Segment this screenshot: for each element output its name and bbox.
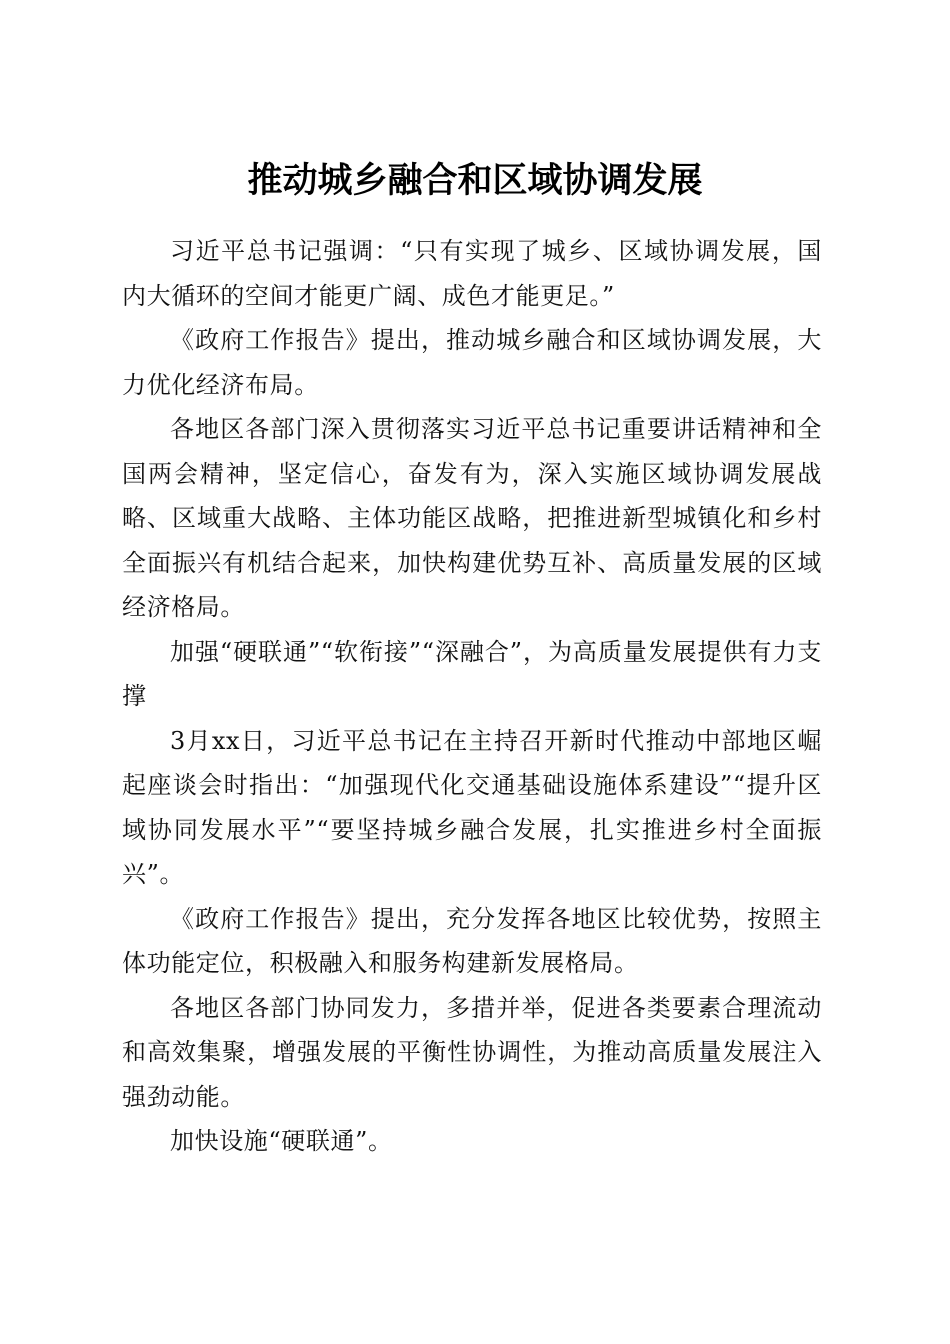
document-body	[122, 229, 822, 1164]
paragraph-3: 各地区各部门深入贯彻落实习近平总书记重要讲话精神和全国两会精神，坚定信心，奋发有为，深入实施区域协调发展战略、区域重大战略、主体功能区战略，把推进新型城镇化和乡村全面振兴有机结合起来，加快构建优势互补、高质量发展的区域经济格局。	[122, 415, 822, 621]
paragraph-5: 3月xx日，习近平总书记在主持召开新时代推动中部地区崛起座谈会时指出：“加强现代化交通基础设施体系建设”“提升区域协同发展水平”“要坚持城乡融合发展，扎实推进乡村全面振兴”。	[122, 726, 822, 888]
paragraph-7: 各地区各部门协同发力，多措并举，促进各类要素合理流动和高效集聚，增强发展的平衡性协调性，为推动高质量发展注入强劲动能。	[122, 993, 822, 1111]
document-title: 推动城乡融合和区域协调发展	[247, 160, 703, 202]
paragraph-4: 加强“硬联通”“软衔接”“深融合”，为高质量发展提供有力支撑	[122, 637, 822, 710]
paragraph-8: 加快设施“硬联通”。	[170, 1127, 393, 1155]
paragraph-6: 《政府工作报告》提出，充分发挥各地区比较优势，按照主体功能定位，积极融入和服务构建新发展格局。	[122, 904, 822, 977]
paragraph-2: 《政府工作报告》提出，推动城乡融合和区域协调发展，大力优化经济布局。	[122, 326, 822, 399]
paragraph-1: 习近平总书记强调：“只有实现了城乡、区域协调发展，国内大循环的空间才能更广阔、成色才能更足。”	[122, 237, 822, 310]
